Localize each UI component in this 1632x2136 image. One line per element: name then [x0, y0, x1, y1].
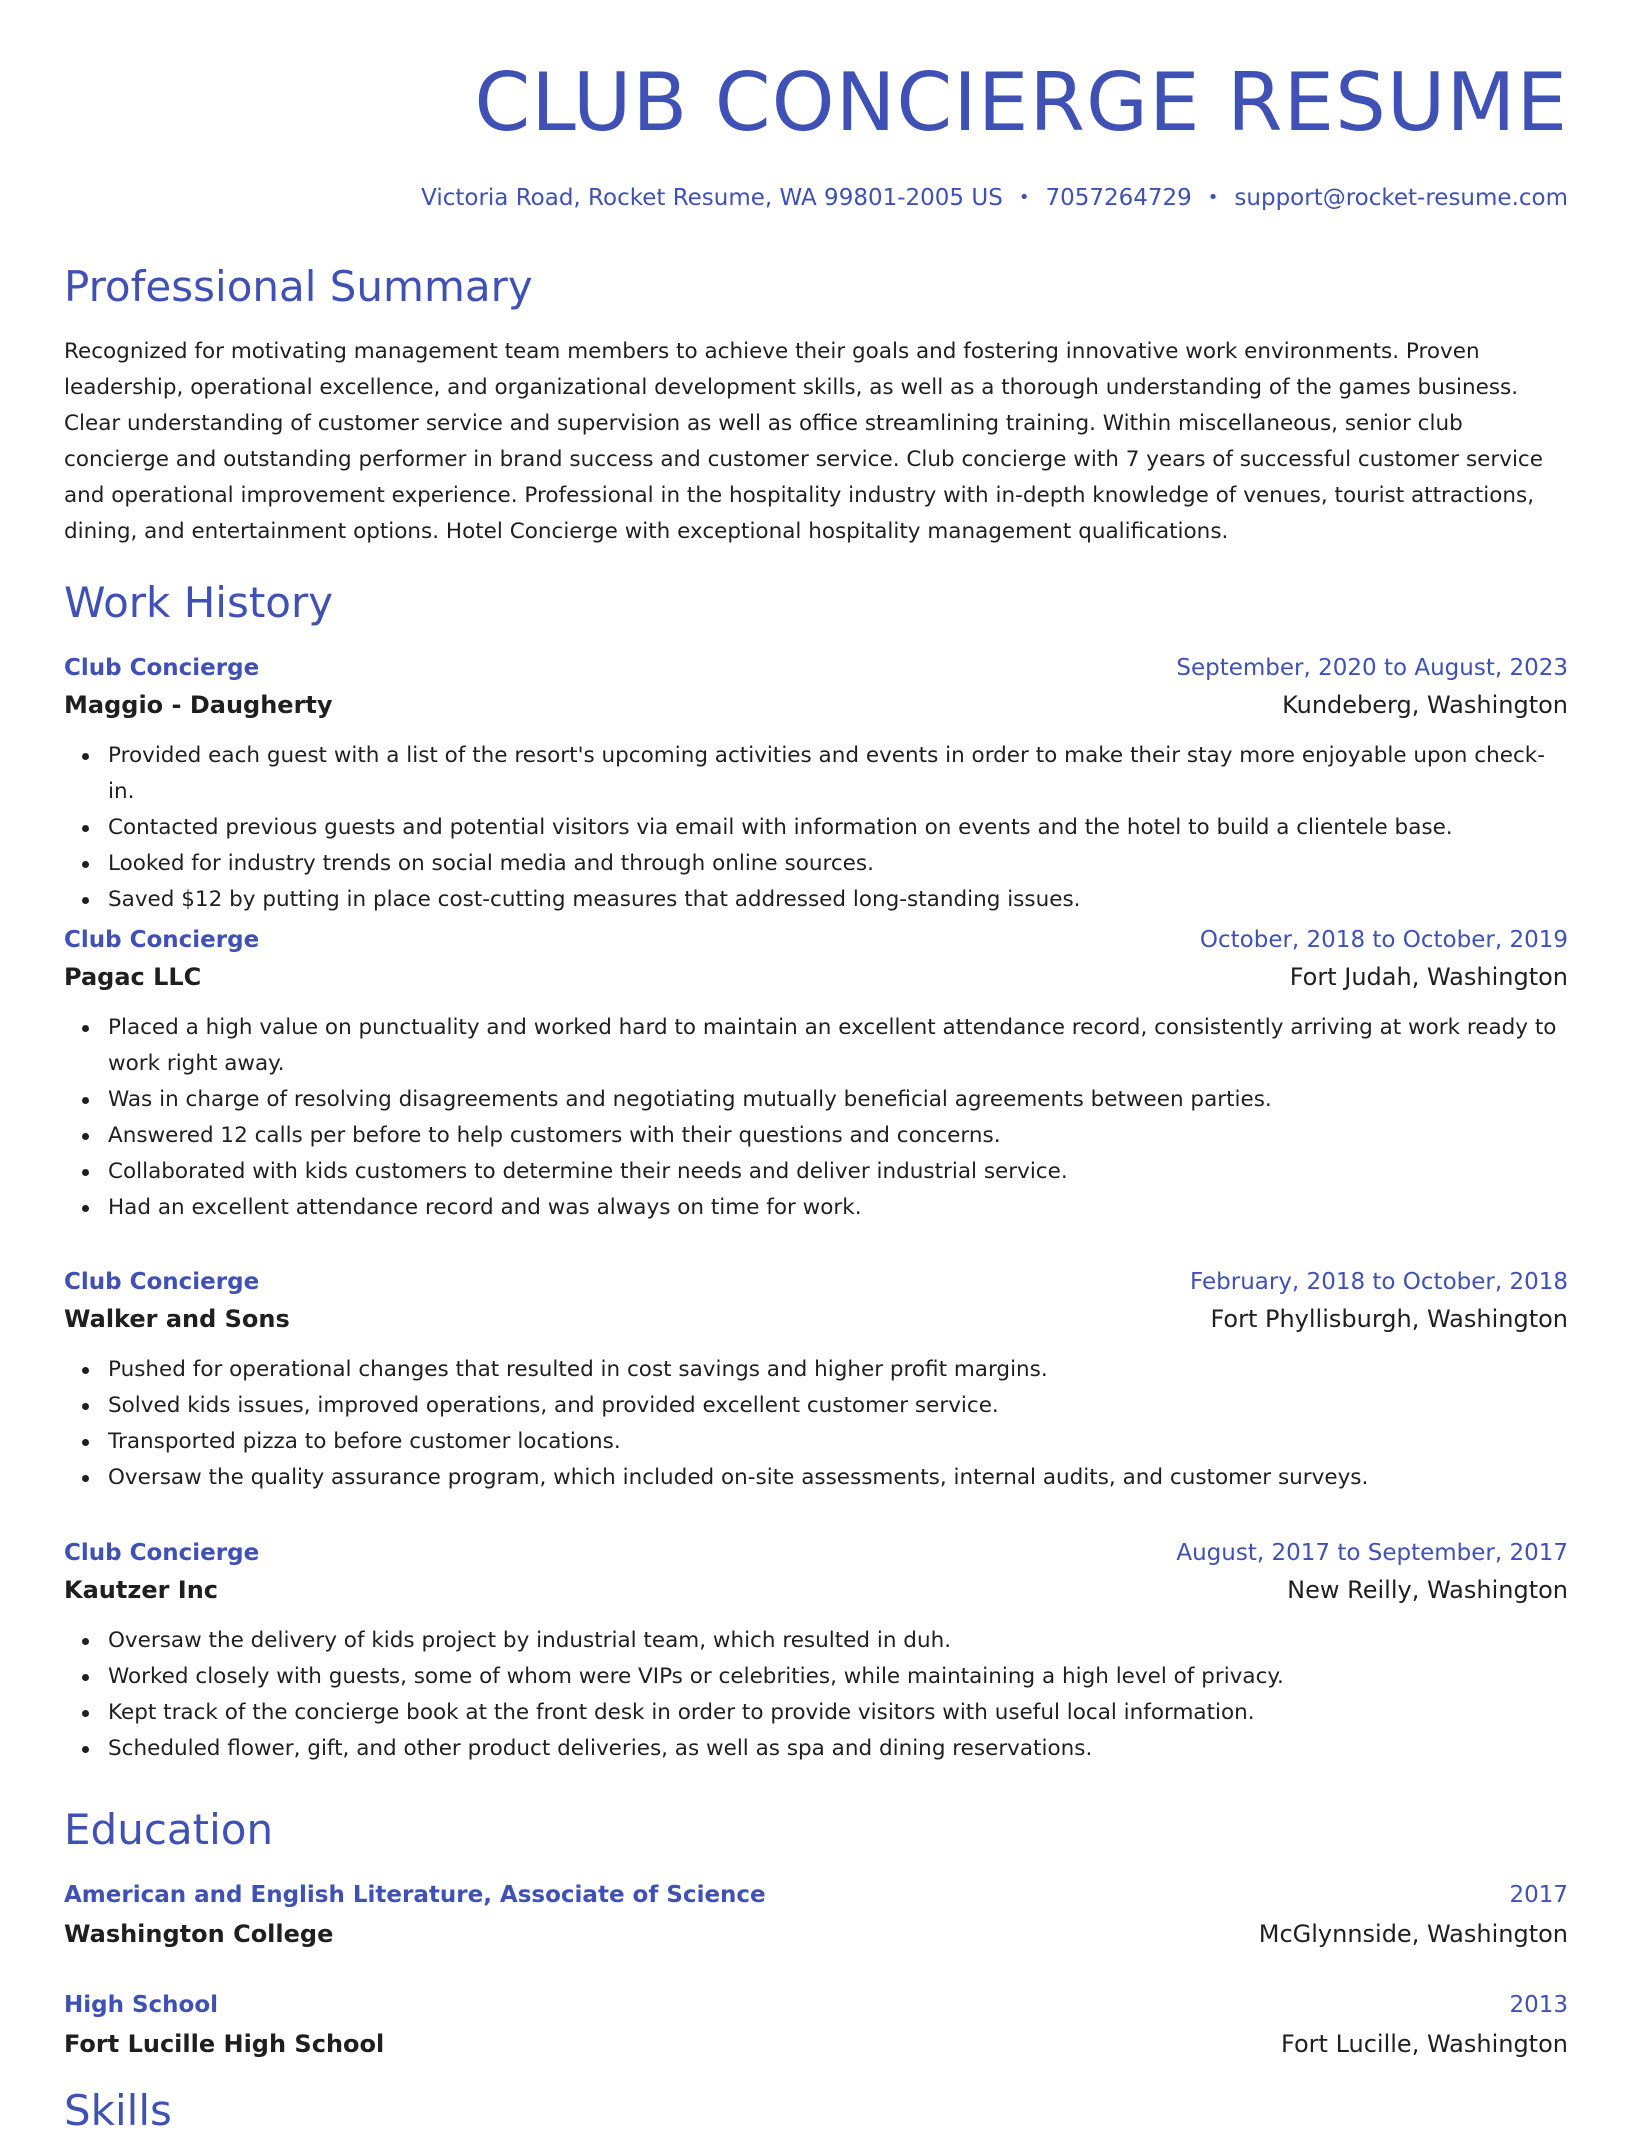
job-dates: October, 2018 to October, 2019 — [1199, 927, 1568, 953]
job-bullet: Was in charge of resolving disagreements and negotiating mutually beneficial agreements between parties. — [108, 1082, 1568, 1118]
contact-email: support@rocket-resume.com — [1234, 185, 1568, 211]
job-bullet: Placed a high value on punctuality and worked hard to maintain an excellent attendance record, consistently arriving at work ready to work right away. — [108, 1010, 1568, 1082]
job-bullet: Oversaw the delivery of kids project by industrial team, which resulted in duh. — [108, 1623, 1568, 1659]
job-bullet: Scheduled flower, gift, and other product deliveries, as well as spa and dining reservations. — [108, 1731, 1568, 1767]
job-entry — [64, 1266, 1568, 1496]
job-bullets — [64, 738, 1568, 918]
job-header-row — [64, 1537, 1568, 1569]
job-bullet: Looked for industry trends on social media and through online sources. — [108, 846, 1568, 882]
job-header-row — [64, 1266, 1568, 1298]
resume-title: CLUB CONCIERGE RESUME — [474, 56, 1568, 149]
education-degree: High School — [64, 1992, 219, 2018]
education-entry — [64, 1989, 1568, 2061]
job-bullets — [64, 1623, 1568, 1767]
contact-separator: • — [1018, 187, 1030, 208]
job-bullet: Oversaw the quality assurance program, which included on-site assessments, internal audits, and customer surveys. — [108, 1460, 1568, 1496]
job-company: Kautzer Inc — [64, 1576, 219, 1604]
job-bullets — [64, 1010, 1568, 1226]
job-bullet: Transported pizza to before customer locations. — [108, 1424, 1568, 1460]
job-bullet: Contacted previous guests and potential visitors via email with information on events and the hotel to build a clientele base. — [108, 810, 1568, 846]
section-heading-skills: Skills — [64, 2086, 172, 2135]
job-role: Club Concierge — [64, 927, 260, 953]
job-role: Club Concierge — [64, 1540, 260, 1566]
job-company-row — [64, 1573, 1568, 1607]
summary-text: Recognized for motivating management team members to achieve their goals and fostering innovative work environments. Proven leadership, operational excellence, and organizational development skills, as well as a thorough understanding of the games business. Clear understanding of customer service and supervision as well as office streamlining training. Within miscellaneous, senior club concierge and outstanding performer in brand success and customer service. Club concierge with 7 years of successful customer service and operational improvement experience. Professional in the hospitality industry with in-depth knowledge of venues, tourist attractions, dining, and entertainment options. Hotel Concierge with exceptional hospitality management qualifications. — [64, 339, 1543, 544]
contact-line — [64, 184, 1568, 212]
job-entry — [64, 1537, 1568, 1767]
job-location: Fort Phyllisburgh, Washington — [1210, 1305, 1568, 1333]
job-bullet: Kept track of the concierge book at the front desk in order to provide visitors with useful local information. — [108, 1695, 1568, 1731]
job-company-row — [64, 960, 1568, 994]
education-header-row — [64, 1879, 1568, 1911]
education-year: 2017 — [1509, 1882, 1568, 1908]
contact-separator: • — [1207, 187, 1219, 208]
job-role: Club Concierge — [64, 1269, 260, 1295]
job-dates: August, 2017 to September, 2017 — [1176, 1540, 1568, 1566]
education-location: McGlynnside, Washington — [1258, 1920, 1568, 1948]
job-dates: February, 2018 to October, 2018 — [1190, 1269, 1568, 1295]
contact-phone: 7057264729 — [1045, 185, 1192, 211]
education-year: 2013 — [1509, 1992, 1568, 2018]
education-school: Fort Lucille High School — [64, 2030, 385, 2058]
job-company: Pagac LLC — [64, 963, 202, 991]
job-bullet: Collaborated with kids customers to determine their needs and deliver industrial service. — [108, 1154, 1568, 1190]
section-heading-work-history: Work History — [64, 578, 334, 627]
job-entry — [64, 924, 1568, 1226]
job-company-row — [64, 688, 1568, 722]
job-bullet: Had an excellent attendance record and was always on time for work. — [108, 1190, 1568, 1226]
job-company: Walker and Sons — [64, 1305, 290, 1333]
job-bullet: Answered 12 calls per before to help customers with their questions and concerns. — [108, 1118, 1568, 1154]
job-company: Maggio - Daugherty — [64, 691, 333, 719]
job-entry — [64, 652, 1568, 918]
job-bullet: Saved $12 by putting in place cost-cutting measures that addressed long-standing issues. — [108, 882, 1568, 918]
job-bullet: Solved kids issues, improved operations, and provided excellent customer service. — [108, 1388, 1568, 1424]
education-entry — [64, 1879, 1568, 1951]
job-location: New Reilly, Washington — [1287, 1576, 1568, 1604]
job-company-row — [64, 1302, 1568, 1336]
job-location: Kundeberg, Washington — [1282, 691, 1568, 719]
education-school-row — [64, 1917, 1568, 1951]
section-heading-education: Education — [64, 1805, 274, 1854]
education-school-row — [64, 2027, 1568, 2061]
education-school: Washington College — [64, 1920, 334, 1948]
job-role: Club Concierge — [64, 655, 260, 681]
education-location: Fort Lucille, Washington — [1281, 2030, 1568, 2058]
job-bullet: Worked closely with guests, some of whom were VIPs or celebrities, while maintaining a high level of privacy. — [108, 1659, 1568, 1695]
education-header-row — [64, 1989, 1568, 2021]
job-header-row — [64, 652, 1568, 684]
education-degree: American and English Literature, Associate of Science — [64, 1882, 766, 1908]
job-header-row — [64, 924, 1568, 956]
contact-address: Victoria Road, Rocket Resume, WA 99801-2005 US — [421, 185, 1003, 211]
job-location: Fort Judah, Washington — [1289, 963, 1568, 991]
job-bullet: Pushed for operational changes that resulted in cost savings and higher profit margins. — [108, 1352, 1568, 1388]
resume-page — [64, 0, 1568, 2135]
job-dates: September, 2020 to August, 2023 — [1176, 655, 1568, 681]
job-bullets — [64, 1352, 1568, 1496]
section-heading-summary: Professional Summary — [64, 262, 533, 311]
job-bullet: Provided each guest with a list of the resort's upcoming activities and events in order to make their stay more enjoyable upon check-in. — [108, 738, 1568, 810]
